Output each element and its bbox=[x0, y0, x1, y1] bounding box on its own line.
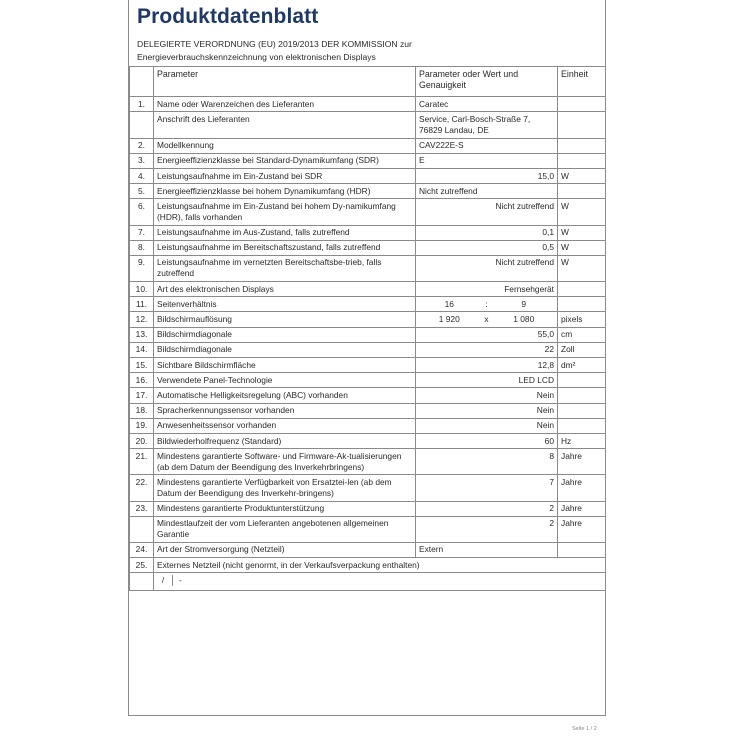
table-row bbox=[130, 516, 606, 542]
table-row bbox=[130, 153, 606, 168]
row-unit bbox=[558, 418, 606, 433]
table-row bbox=[130, 297, 606, 312]
row-number: 24. bbox=[130, 542, 154, 557]
header-unit: Einheit bbox=[558, 67, 606, 97]
value-right: 1 080 bbox=[513, 314, 535, 325]
row-number: 16. bbox=[130, 373, 154, 388]
subtitle-line-1: DELEGIERTE VERORDNUNG (EU) 2019/2013 DER KOMMISSION zur bbox=[137, 39, 412, 49]
table-row bbox=[130, 184, 606, 199]
row-parameter: Energieeffizienzklasse bei hohem Dynamikumfang (HDR) bbox=[154, 184, 416, 199]
row-value: 2 bbox=[416, 501, 558, 516]
data-table bbox=[129, 66, 606, 591]
value-left: 1 920 bbox=[438, 314, 460, 325]
row-value: Service, Carl-Bosch-Straße 7, 76829 Landau, DE bbox=[416, 112, 558, 138]
table-row bbox=[130, 388, 606, 403]
table-row bbox=[130, 342, 606, 357]
row-number bbox=[130, 516, 154, 542]
row-parameter: Leistungsaufnahme im Ein-Zustand bei SDR bbox=[154, 168, 416, 183]
last-row-b: - bbox=[179, 574, 182, 585]
row-number: 6. bbox=[130, 199, 154, 225]
product-data-sheet bbox=[128, 0, 606, 716]
table-row bbox=[130, 240, 606, 255]
header-value: Parameter oder Wert und Genauigkeit bbox=[416, 67, 558, 97]
subtitle bbox=[137, 38, 597, 63]
table-row bbox=[130, 225, 606, 240]
row-unit: Jahre bbox=[558, 516, 606, 542]
row-parameter: Mindestens garantierte Software- und Firmware-Ak-tualisierungen (ab dem Datum der Beendigung des Inverkehrbringens) bbox=[154, 449, 416, 475]
row-value: Nein bbox=[416, 388, 558, 403]
row-value: Nein bbox=[416, 403, 558, 418]
row-number: 23. bbox=[130, 501, 154, 516]
row-value: 0,5 bbox=[416, 240, 558, 255]
row-number: 2. bbox=[130, 138, 154, 153]
row-value: 60 bbox=[416, 433, 558, 448]
table-row bbox=[130, 358, 606, 373]
row-unit: W bbox=[558, 168, 606, 183]
row-value: 7 bbox=[416, 475, 558, 501]
table-row bbox=[130, 542, 606, 557]
row-number: 7. bbox=[130, 225, 154, 240]
table-row bbox=[130, 475, 606, 501]
row-value bbox=[416, 297, 558, 312]
row-unit bbox=[558, 112, 606, 138]
row-unit: W bbox=[558, 199, 606, 225]
header-parameter: Parameter bbox=[154, 67, 416, 97]
row-value: 8 bbox=[416, 449, 558, 475]
row-number: 1. bbox=[130, 97, 154, 112]
row-number: 12. bbox=[130, 312, 154, 327]
row-parameter: Bildschirmdiagonale bbox=[154, 327, 416, 342]
page-footer: Seite 1 / 2 bbox=[572, 726, 597, 732]
row-parameter: Mindestens garantierte Produktunterstützung bbox=[154, 501, 416, 516]
row-number: 4. bbox=[130, 168, 154, 183]
row-value: Nicht zutreffend bbox=[416, 184, 558, 199]
row-number bbox=[130, 112, 154, 138]
row-value bbox=[416, 312, 558, 327]
table-row bbox=[130, 403, 606, 418]
row-value: LED LCD bbox=[416, 373, 558, 388]
row-unit: Jahre bbox=[558, 501, 606, 516]
row-unit bbox=[558, 542, 606, 557]
table-row bbox=[130, 418, 606, 433]
row-parameter bbox=[154, 573, 606, 591]
row-parameter: Bildwiederholfrequenz (Standard) bbox=[154, 433, 416, 448]
row-unit: W bbox=[558, 240, 606, 255]
row-unit: dm² bbox=[558, 358, 606, 373]
row-unit bbox=[558, 138, 606, 153]
row-parameter: Energieeffizienzklasse bei Standard-Dynamikumfang (SDR) bbox=[154, 153, 416, 168]
row-parameter: Leistungsaufnahme im Bereitschaftszustand, falls zutreffend bbox=[154, 240, 416, 255]
row-number: 20. bbox=[130, 433, 154, 448]
row-unit bbox=[558, 282, 606, 297]
row-value: Nicht zutreffend bbox=[416, 255, 558, 281]
row-parameter: Modellkennung bbox=[154, 138, 416, 153]
table-row bbox=[130, 433, 606, 448]
row-value: Nicht zutreffend bbox=[416, 199, 558, 225]
row-value: 15,0 bbox=[416, 168, 558, 183]
row-parameter: Mindestens garantierte Verfügbarkeit von Ersatztei-len (ab dem Datum der Beendigung des Inverkehr-bringens) bbox=[154, 475, 416, 501]
table-row bbox=[130, 573, 606, 591]
header-number bbox=[130, 67, 154, 97]
table-row bbox=[130, 282, 606, 297]
row-parameter: Seitenverhältnis bbox=[154, 297, 416, 312]
row-parameter: Bildschirmauflösung bbox=[154, 312, 416, 327]
row-number: 19. bbox=[130, 418, 154, 433]
row-parameter: Name oder Warenzeichen des Lieferanten bbox=[154, 97, 416, 112]
row-unit: Hz bbox=[558, 433, 606, 448]
row-parameter: Leistungsaufnahme im Ein-Zustand bei hohem Dy-namikumfang (HDR), falls vorhanden bbox=[154, 199, 416, 225]
row-value: E bbox=[416, 153, 558, 168]
row-number: 3. bbox=[130, 153, 154, 168]
table-row bbox=[130, 558, 606, 573]
row-number: 15. bbox=[130, 358, 154, 373]
row-unit: Jahre bbox=[558, 475, 606, 501]
row-number: 14. bbox=[130, 342, 154, 357]
row-parameter: Sichtbare Bildschirmfläche bbox=[154, 358, 416, 373]
row-unit: pixels bbox=[558, 312, 606, 327]
row-unit bbox=[558, 297, 606, 312]
row-number: 17. bbox=[130, 388, 154, 403]
last-row-a: / bbox=[154, 575, 173, 586]
row-parameter: Anwesenheitssensor vorhanden bbox=[154, 418, 416, 433]
row-unit: cm bbox=[558, 327, 606, 342]
table-row bbox=[130, 501, 606, 516]
subtitle-line-2: Energieverbrauchskennzeichnung von elektronischen Displays bbox=[137, 51, 376, 62]
row-parameter: Automatische Helligkeitsregelung (ABC) vorhanden bbox=[154, 388, 416, 403]
row-value: 55,0 bbox=[416, 327, 558, 342]
row-unit bbox=[558, 97, 606, 112]
value-separator: x bbox=[484, 314, 489, 325]
row-unit bbox=[558, 403, 606, 418]
row-value: 0,1 bbox=[416, 225, 558, 240]
row-parameter: Anschrift des Lieferanten bbox=[154, 112, 416, 138]
row-unit bbox=[558, 184, 606, 199]
row-value: 12,8 bbox=[416, 358, 558, 373]
row-number bbox=[130, 573, 154, 591]
row-unit: W bbox=[558, 225, 606, 240]
row-number: 18. bbox=[130, 403, 154, 418]
row-parameter: Verwendete Panel-Technologie bbox=[154, 373, 416, 388]
row-value: Fernsehgerät bbox=[416, 282, 558, 297]
row-value: 2 bbox=[416, 516, 558, 542]
row-unit bbox=[558, 388, 606, 403]
row-parameter: Spracherkennungssensor vorhanden bbox=[154, 403, 416, 418]
row-parameter: Leistungsaufnahme im Aus-Zustand, falls zutreffend bbox=[154, 225, 416, 240]
table-row bbox=[130, 255, 606, 281]
page-title: Produktdatenblatt bbox=[137, 5, 319, 28]
row-unit bbox=[558, 373, 606, 388]
row-number: 25. bbox=[130, 558, 154, 573]
value-right: 9 bbox=[521, 298, 527, 309]
table-row bbox=[130, 168, 606, 183]
table-row bbox=[130, 449, 606, 475]
row-number: 5. bbox=[130, 184, 154, 199]
table-row bbox=[130, 312, 606, 327]
row-parameter: Mindestlaufzeit der vom Lieferanten angebotenen allgemeinen Garantie bbox=[154, 516, 416, 542]
row-number: 11. bbox=[130, 297, 154, 312]
table-row bbox=[130, 112, 606, 138]
value-left: 16 bbox=[444, 298, 454, 309]
row-value: CAV222E-S bbox=[416, 138, 558, 153]
row-number: 21. bbox=[130, 449, 154, 475]
row-parameter: Externes Netzteil (nicht genormt, in der Verkaufsverpackung enthalten) bbox=[154, 558, 606, 573]
table-header bbox=[130, 67, 606, 97]
row-parameter: Bildschirmdiagonale bbox=[154, 342, 416, 357]
table-row bbox=[130, 373, 606, 388]
row-unit bbox=[558, 153, 606, 168]
row-number: 9. bbox=[130, 255, 154, 281]
value-separator: : bbox=[485, 298, 488, 309]
table-row bbox=[130, 199, 606, 225]
row-number: 8. bbox=[130, 240, 154, 255]
row-unit: Zoll bbox=[558, 342, 606, 357]
row-parameter: Art des elektronischen Displays bbox=[154, 282, 416, 297]
row-value: Extern bbox=[416, 542, 558, 557]
row-value: Nein bbox=[416, 418, 558, 433]
table-row bbox=[130, 327, 606, 342]
row-number: 22. bbox=[130, 475, 154, 501]
row-number: 10. bbox=[130, 282, 154, 297]
row-value: 22 bbox=[416, 342, 558, 357]
row-parameter: Leistungsaufnahme im vernetzten Bereitschaftsbe-trieb, falls zutreffend bbox=[154, 255, 416, 281]
row-value: Caratec bbox=[416, 97, 558, 112]
table-row bbox=[130, 138, 606, 153]
row-parameter: Art der Stromversorgung (Netzteil) bbox=[154, 542, 416, 557]
table-row bbox=[130, 97, 606, 112]
row-number: 13. bbox=[130, 327, 154, 342]
row-unit: Jahre bbox=[558, 449, 606, 475]
row-unit: W bbox=[558, 255, 606, 281]
